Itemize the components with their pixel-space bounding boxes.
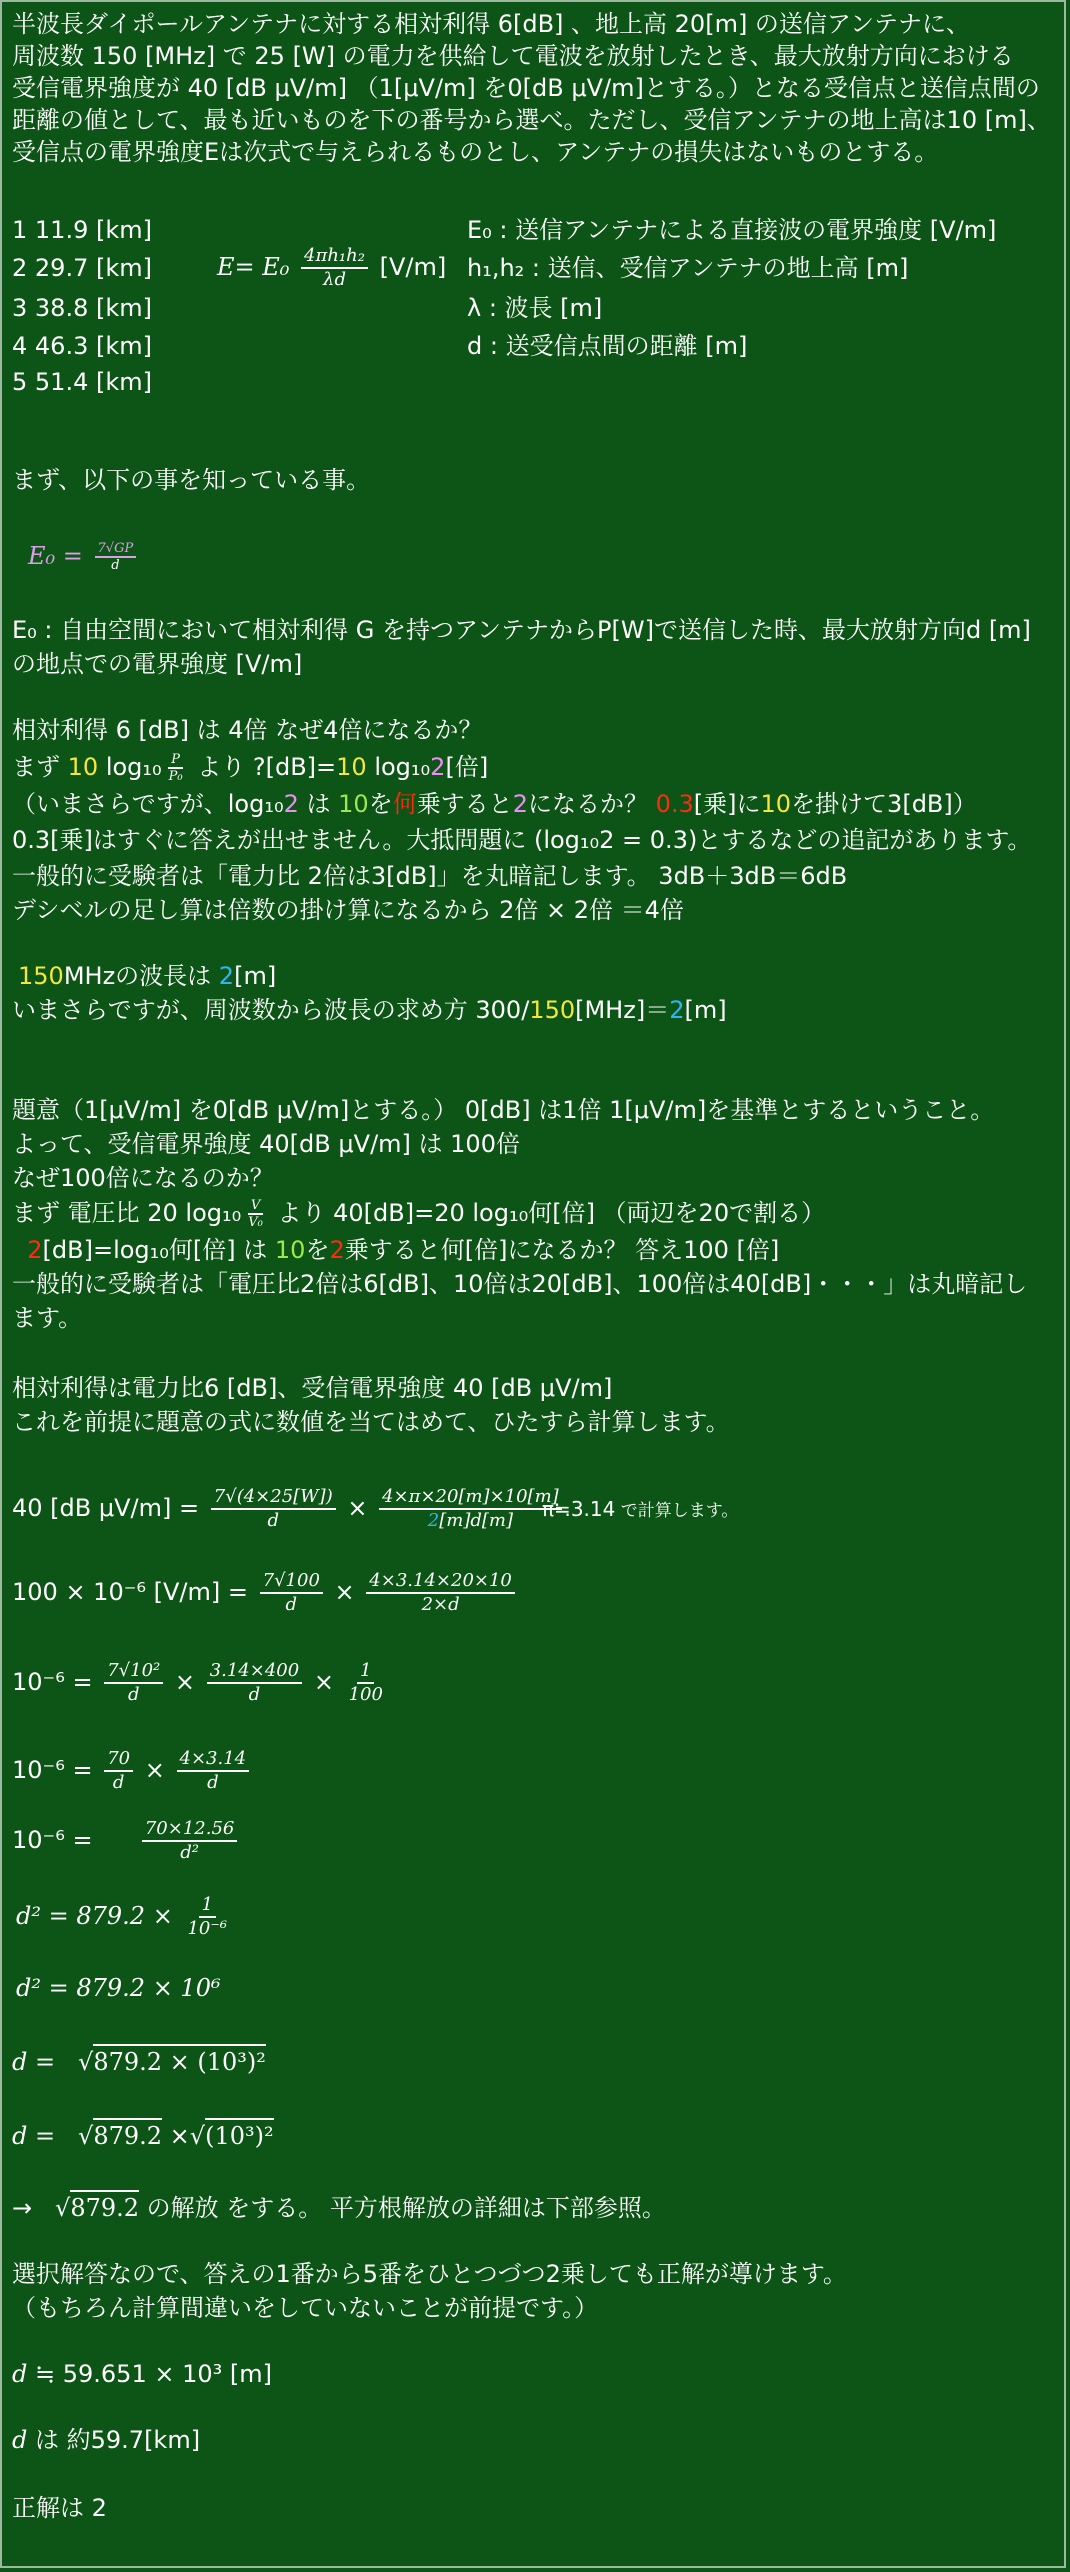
gain-text: を掛けて3[dB]） <box>791 790 977 818</box>
gain-log: log₁₀ <box>98 753 162 781</box>
gain-text: を <box>368 790 393 818</box>
field-text: を <box>305 1236 330 1264</box>
wave-text: [m] <box>684 996 727 1024</box>
eq-denominator: d <box>248 1684 261 1705</box>
eq-wavelength: 2 <box>427 1510 440 1531</box>
gain-frac-den: P₀ <box>168 769 183 784</box>
arrow-icon: → <box>12 2194 33 2222</box>
equation-2: 100 × 10⁻⁶ [V/m] = $\frac{7√100}{d}$ × $\frac{4\times 3.14\times 20\times 10}{2\times d}$ <box>12 1562 519 1622</box>
eq-lhs: 10⁻⁶ = <box>12 1826 93 1854</box>
field-text: なぜ100倍になるのか？ <box>12 1164 274 1192</box>
equation-8: d = √879.2 × (10³)² <box>12 2042 266 2082</box>
result-var: d <box>12 2426 28 2454</box>
field-text: まず 電圧比 20 log₁₀ <box>12 1199 242 1227</box>
eq-fraction <box>366 1570 515 1616</box>
choice-note: （もちろん計算間違いをしていないことが前提です。） <box>12 2294 599 2322</box>
problem-line: 距離の値として、最も近いものを下の番号から選べ。ただし、受信アンテナの地上高は10 [m]、 <box>12 106 1051 134</box>
gain-two: 2 <box>430 753 446 781</box>
choice-item: 1 11.9 [km] <box>12 216 152 244</box>
wave-text: [MHz]＝ <box>575 996 670 1024</box>
choice-note: 選択解答なので、答えの1番から5番をひとつづつ2乗しても正解が導けます。 <box>12 2260 847 2288</box>
legend-item: h₁,h₂ : 送信、受信アンテナの地上高 [m] <box>467 254 909 282</box>
gain-fraction <box>166 752 186 784</box>
field-frac-den: V₀ <box>248 1215 263 1230</box>
equation-3: 10⁻⁶ = $\frac{\text{7√10²}}{d}$ × $\frac{3.14\times 400}{d}$ × $\frac{1}{100}$ <box>12 1652 390 1712</box>
result-value: 59.651 × 10³ [m] <box>55 2360 272 2388</box>
problem-line: 受信電界強度が 40 [dB μV/m] （1[μV/m] を0[dB μV/m]とする。）となる受信点と送信点間の <box>12 74 1040 102</box>
eq-lhs: d = <box>12 2048 56 2076</box>
choice-item: 4 46.3 [km] <box>12 332 152 360</box>
answer: 正解は 2 <box>12 2494 107 2522</box>
gain-formula-line <box>12 748 488 786</box>
eq-lhs: 100 × 10⁻⁶ [V/m] = <box>12 1578 248 1606</box>
sqrt-release-line: → √879.2 の解放 をする。 平方根解放の詳細は下部参照。 <box>12 2188 666 2228</box>
problem-line: 受信点の電界強度Eは次式で与えられるものとし、アンテナの損失はないものとする。 <box>12 138 939 166</box>
eq-numerator: 4×3.14×20×10 <box>366 1570 515 1594</box>
eq-lhs: 10⁻⁶ = <box>12 1756 93 1784</box>
gain-ten: 10 <box>760 790 792 818</box>
field-frac-num: V <box>248 1198 263 1215</box>
eq-fraction <box>207 1660 303 1706</box>
eq-fraction <box>211 1486 336 1532</box>
result-line <box>12 2358 272 2390</box>
eq-radicand: (10³)² <box>205 2118 274 2150</box>
field-text: よって、受信電界強度 40[dB μV/m] は 100倍 <box>12 1130 520 1158</box>
problem-formula <box>217 242 446 292</box>
eq-numerator: 4×3.14 <box>177 1748 250 1772</box>
wavelength-line <box>12 994 727 1026</box>
eq-fraction <box>346 1660 386 1706</box>
legend-item: d : 送受信点間の距離 [m] <box>467 332 748 360</box>
e0-fraction <box>95 541 137 573</box>
gain-text: は <box>298 790 339 818</box>
result-value: は 約59.7[km] <box>27 2426 201 2454</box>
gain-text: （いまさらですが、log₁₀ <box>12 790 284 818</box>
pi-note <box>542 1492 738 1527</box>
wavelength-value: 2 <box>218 962 235 990</box>
eq-fraction <box>184 1894 230 1940</box>
equation-6 <box>16 1886 234 1946</box>
gain-two: 2 <box>283 790 299 818</box>
wave-text: [m] <box>234 962 277 990</box>
release-text: の解放 をする。 平方根解放の詳細は下部参照。 <box>139 2194 666 2222</box>
gain-text: [乗]に <box>693 790 761 818</box>
e0-description: の地点での電界強度 [V/m] <box>12 650 303 678</box>
gain-text: デシベルの足し算は倍数の掛け算になるから 2倍 × 2倍 ＝4倍 <box>12 896 684 924</box>
eq-numerator: 3.14×400 <box>207 1660 303 1684</box>
eq-radicand: 879.2 <box>93 2118 162 2150</box>
gain-two: 2 <box>512 790 528 818</box>
e0-formula <box>28 526 140 586</box>
eq-fraction <box>379 1486 562 1532</box>
eq-radicand: 879.2 × (10³)² <box>93 2044 266 2076</box>
gain-log: log₁₀ <box>366 753 431 781</box>
gain-ten: 10 <box>67 753 99 781</box>
wave-text: いまさらですが、周波数から波長の求め方 300/ <box>12 996 530 1024</box>
wavelength-value: 2 <box>669 996 685 1024</box>
gain-what: 何 <box>392 790 417 818</box>
equation-4: 10⁻⁶ = $\frac{70}{d}$ × $\frac{4\times 3.14}{d}$ <box>12 1740 253 1800</box>
field-two: 2 <box>329 1236 345 1264</box>
eq-denominator: 2×d <box>421 1594 460 1615</box>
result-line <box>12 2424 200 2456</box>
e0-denominator: d <box>111 558 120 573</box>
eq-numerator: 1 <box>357 1660 374 1684</box>
field-text: 題意（1[μV/m] を0[dB μV/m]とする。） 0[dB] は1倍 1[μV/m]を基準とするということ。 <box>12 1096 995 1124</box>
e0-numerator: 7√GP <box>95 541 137 558</box>
eq-fraction <box>142 1818 238 1864</box>
eq-numerator: 70 <box>104 1748 133 1772</box>
formula-numerator: 4πh₁h₂ <box>301 245 368 269</box>
gain-ten: 10 <box>336 753 367 781</box>
gain-ten: 10 <box>338 790 369 818</box>
gain-line-3 <box>12 788 977 820</box>
eq-lhs: 10⁻⁶ = <box>12 1668 93 1696</box>
equation-7: d² = 879.2 × 10⁶ <box>16 1974 221 2002</box>
eq-fraction <box>177 1748 250 1794</box>
gain-text: まず <box>12 753 68 781</box>
field-line-5 <box>12 1234 779 1266</box>
choice-item: 2 29.7 [km] <box>12 254 152 282</box>
eq-lhs: 40 [dB μV/m] = <box>12 1494 200 1522</box>
equation-1: 40 [dB μV/m] = $\frac{7√(4\times 25[W])}{d}$ × $\frac{4\times\pi\times 20[m]\times 10[m]}{2[m]d[m]}$ <box>12 1478 566 1538</box>
eq-radicand: 879.2 <box>70 2190 139 2222</box>
pi-value: π≒3.14 <box>542 1497 616 1521</box>
legend-item: λ : 波長 [m] <box>467 294 603 322</box>
eq-numerator: 4×π×20[m]×10[m] <box>379 1486 562 1510</box>
equation-5 <box>12 1810 241 1870</box>
legend-item: E₀ : 送信アンテナによる直接波の電界強度 [V/m] <box>467 216 997 244</box>
eq-numerator: 7√(4×25[W]) <box>211 1486 336 1510</box>
pi-text: で計算します。 <box>615 1501 739 1521</box>
field-text: 一般的に受験者は「電圧比2倍は6[dB]、10倍は20[dB]、100倍は40[dB]・・・」は丸暗記し <box>12 1270 1028 1298</box>
freq-value: 150 <box>18 962 64 990</box>
eq-lhs: d² = 879.2 × <box>16 1902 173 1930</box>
result-var: d ≒ <box>12 2360 56 2388</box>
field-two: 2 <box>27 1236 43 1264</box>
calc-text: これを前提に題意の式に数値を当てはめて、ひたすら計算します。 <box>12 1408 730 1436</box>
gain-frac-num: P <box>168 752 183 769</box>
formula-unit: [V/m] <box>379 253 447 281</box>
eq-denominator: d <box>267 1510 279 1531</box>
gain-text: [倍] <box>445 753 489 781</box>
freq-value: 150 <box>529 996 576 1024</box>
wavelength-line <box>18 960 276 992</box>
field-text: ます。 <box>12 1304 83 1332</box>
calc-text: 相対利得は電力比6 [dB]、受信電界強度 40 [dB μV/m] <box>12 1374 613 1402</box>
gain-text: 相対利得 6 [dB] は 4倍 なぜ4倍になるか？ <box>12 716 483 744</box>
choice-item: 5 51.4 [km] <box>12 368 152 396</box>
field-text: より 40[dB]=20 log₁₀何[倍] （両辺を20で割る） <box>269 1199 826 1227</box>
gain-point-three: 0.3 <box>655 790 694 818</box>
eq-denominator: d <box>127 1684 140 1705</box>
field-formula-line <box>12 1194 825 1232</box>
eq-denominator: 100 <box>348 1684 383 1705</box>
problem-line: 周波数 150 [MHz] で 25 [W] の電力を供給して電波を放射したとき、最大放射方向における <box>12 42 1014 70</box>
gain-text: 一般的に受験者は「電力比 2倍は3[dB]」を丸暗記します。 3dB＋3dB＝6dB <box>12 862 848 890</box>
formula-denominator: λd <box>323 269 346 290</box>
gain-text: 0.3[乗]はすぐに答えが出せません。大抵問題に (log₁₀2 = 0.3)とするなどの追記があります。 <box>12 826 1032 854</box>
wave-text: MHzの波長は <box>63 962 219 990</box>
eq-times: × <box>169 2122 190 2150</box>
field-ten: 10 <box>274 1236 306 1264</box>
eq-numerator: 1 <box>199 1894 216 1918</box>
gain-text: になるか？ <box>527 790 656 818</box>
e0-lhs: E₀ = <box>28 542 83 570</box>
eq-denominator: 10⁻⁶ <box>187 1918 228 1939</box>
eq-denominator: d <box>112 1772 125 1793</box>
eq-fraction <box>260 1570 323 1616</box>
eq-fraction <box>104 1748 133 1794</box>
eq-denominator: d² <box>180 1842 199 1863</box>
formula-fraction <box>301 245 368 291</box>
eq-lhs: d = <box>12 2122 56 2150</box>
choice-item: 3 38.8 [km] <box>12 294 152 322</box>
problem-line: 半波長ダイポールアンテナに対する相対利得 6[dB] 、地上高 20[m] の送信アンテナに、 <box>12 10 970 38</box>
eq-denominator: d <box>207 1772 219 1793</box>
eq-numerator: 7√10² <box>104 1660 163 1684</box>
e0-description: E₀ : 自由空間において相対利得 G を持つアンテナからP[W]で送信した時、最大放射方向d [m] <box>12 616 1031 644</box>
explanation-intro: まず、以下の事を知っている事。 <box>12 466 371 494</box>
eq-numerator: 70×12.56 <box>142 1818 238 1842</box>
gain-text: 乗すると <box>416 790 513 818</box>
eq-fraction <box>104 1660 163 1706</box>
field-text: 乗すると何[倍]になるか？ 答え100 [倍] <box>344 1236 780 1264</box>
field-text: [dB]=log₁₀何[倍] は <box>42 1236 275 1264</box>
eq-numerator: 7√100 <box>260 1570 323 1594</box>
formula-lhs: E= E₀ <box>217 253 290 281</box>
eq-denominator: [m]d[m] <box>439 1510 513 1531</box>
eq-denominator: d <box>285 1594 298 1615</box>
equation-9: d = √879.2 ×√(10³)² <box>12 2116 274 2156</box>
gain-text: より ?[dB]= <box>189 753 337 781</box>
field-fraction <box>245 1198 266 1230</box>
